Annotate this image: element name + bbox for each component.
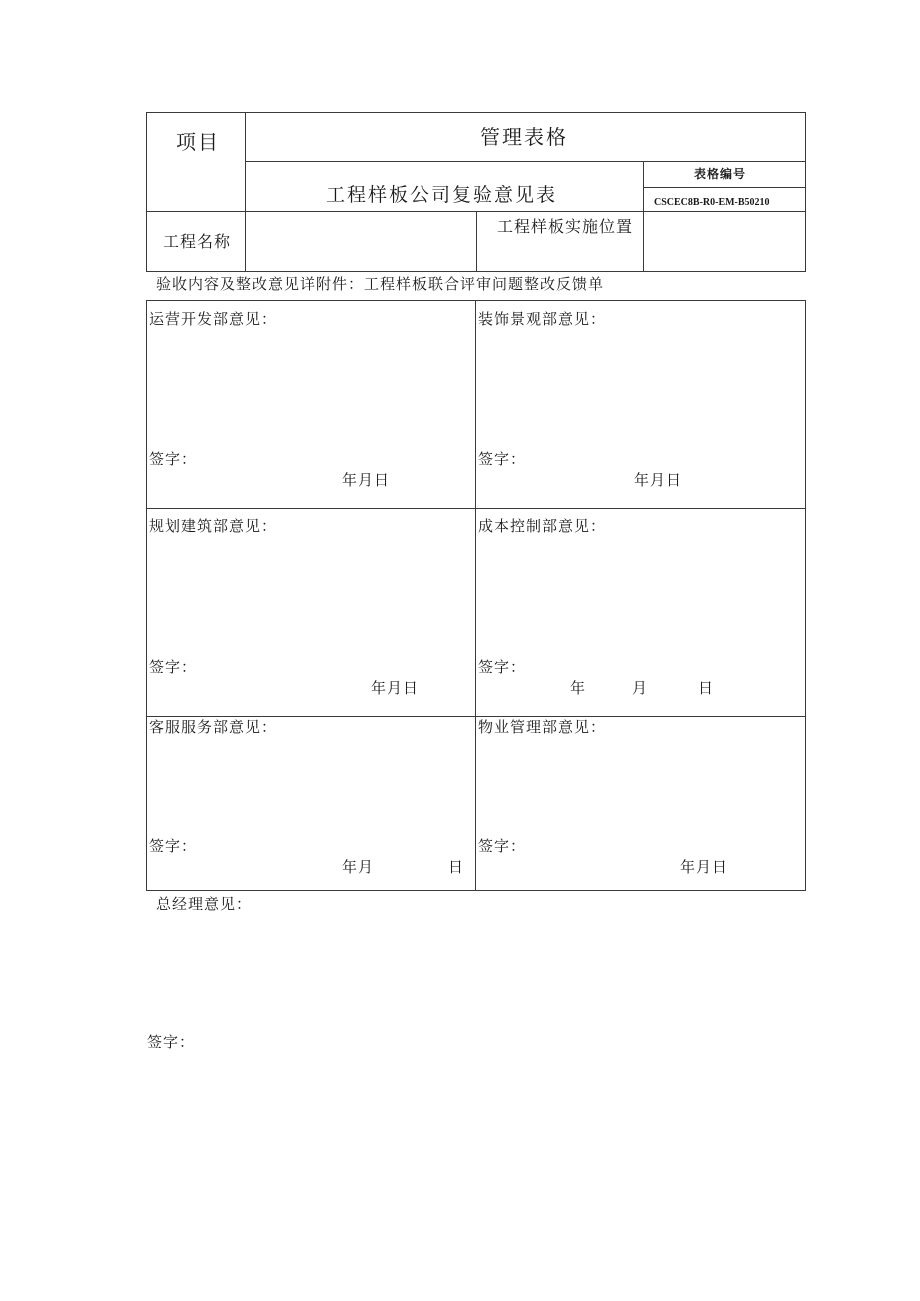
date-label: 年月日 <box>634 471 683 489</box>
gm-opinion-area[interactable] <box>146 918 806 1028</box>
gm-opinion-title: 总经理意见： <box>156 895 253 913</box>
form-number-label: 表格编号 <box>694 167 747 181</box>
attachment-note: 验收内容及整改意见详附件：工程样板联合评审问题整改反馈单 <box>156 275 605 293</box>
form-number-divider <box>643 187 806 188</box>
info-mid-divider <box>476 211 477 272</box>
section-title: 客服服务部意见： <box>149 718 278 736</box>
category-title: 管理表格 <box>480 125 568 149</box>
sign-label: 签字： <box>149 837 198 855</box>
section-title: 装饰景观部意见： <box>478 310 607 328</box>
date-day: 日 <box>698 679 715 697</box>
date-year: 年 <box>570 679 587 697</box>
section-title: 规划建筑部意见： <box>149 517 278 535</box>
date-label: 年月日 <box>342 471 391 489</box>
date-month: 月 <box>632 679 649 697</box>
project-col-divider <box>245 112 246 272</box>
table-left-border <box>146 112 147 272</box>
sign-label: 签字： <box>478 658 527 676</box>
date-year-month: 年月 <box>342 858 375 876</box>
location-label: 工程样板实施位置 <box>497 217 634 236</box>
form-number-col-divider <box>643 161 644 272</box>
section-operations[interactable] <box>147 301 475 508</box>
header-divider <box>245 161 806 162</box>
section-customer-service[interactable] <box>147 717 475 890</box>
section-planning[interactable] <box>147 509 475 716</box>
gm-sign-label: 签字： <box>147 1033 196 1051</box>
grid-bottom-border <box>146 890 806 891</box>
table-right-border <box>805 112 806 272</box>
project-label: 项目 <box>176 130 220 154</box>
section-title: 成本控制部意见： <box>478 517 607 535</box>
sign-label: 签字： <box>149 450 198 468</box>
sign-label: 签字： <box>149 658 198 676</box>
date-label: 年月日 <box>680 858 729 876</box>
project-name-field[interactable] <box>248 214 474 269</box>
grid-right-border <box>805 300 806 891</box>
section-title: 运营开发部意见： <box>149 310 278 328</box>
form-number-value: CSCEC8B-R0-EM-B50210 <box>654 197 770 208</box>
form-title: 工程样板公司复验意见表 <box>326 184 558 206</box>
location-field[interactable] <box>646 214 803 269</box>
section-title: 物业管理部意见： <box>478 718 607 736</box>
date-label: 年月日 <box>371 679 420 697</box>
section-property-management[interactable] <box>476 717 804 890</box>
sign-label: 签字： <box>478 450 527 468</box>
sign-label: 签字： <box>478 837 527 855</box>
date-day: 日 <box>448 858 465 876</box>
project-name-label: 工程名称 <box>163 232 232 251</box>
